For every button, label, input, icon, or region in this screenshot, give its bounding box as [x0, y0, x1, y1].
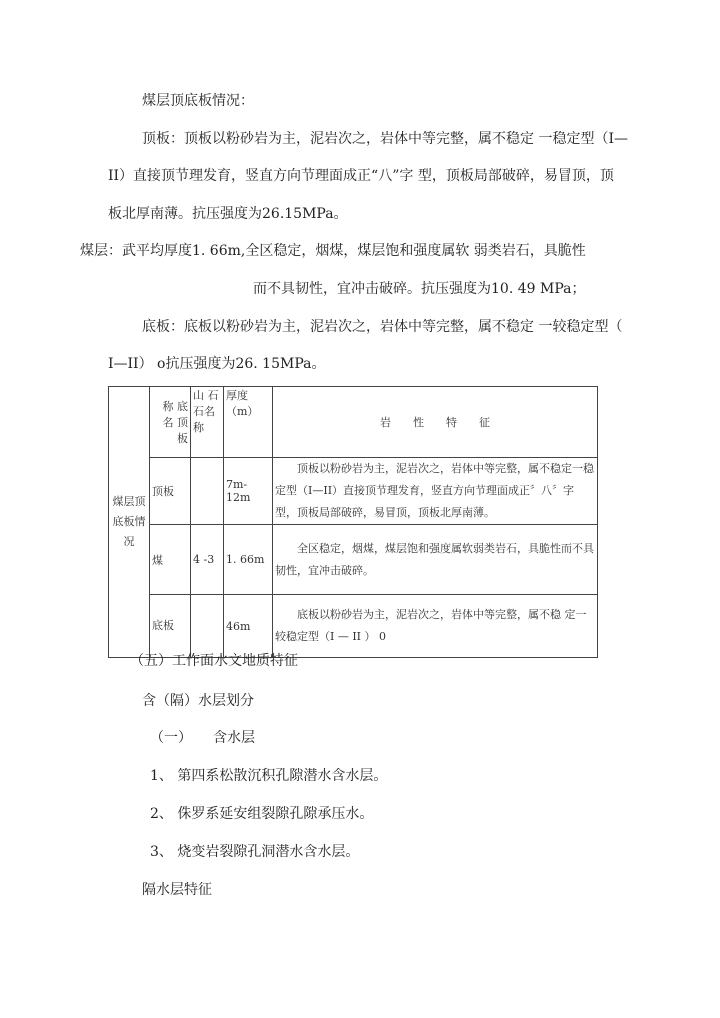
group-label: 煤层顶底板情况	[109, 387, 150, 658]
cell-thickness: 1. 66m	[224, 525, 273, 595]
section-text: 隔水层特征	[142, 882, 212, 898]
cell-rock: 4 -3	[191, 525, 224, 595]
header-thickness: 厚度（m）	[224, 387, 273, 458]
list-item: 2、 侏罗系延安组裂隙孔隙承压水。	[150, 806, 374, 822]
section-heading: （五）工作面水文地质特征	[130, 653, 298, 669]
cell-name: 底板	[150, 595, 191, 658]
cell-thickness: 46m	[224, 595, 273, 658]
list-item: 3、 烧变岩裂隙孔洞潜水含水层。	[150, 844, 360, 860]
paragraph: 煤层顶底板情况：	[142, 93, 254, 109]
roof-floor-table	[108, 386, 598, 658]
cell-rock	[191, 458, 224, 525]
cell-name: 煤	[150, 525, 191, 595]
table-row	[109, 595, 598, 658]
cell-feature: 底板以粉砂岩为主，泥岩次之，岩体中等完整，属不稳 定一较稳定型（I — II ） 0	[273, 595, 598, 658]
cell-thickness: 7m-12m	[224, 458, 273, 525]
list-item: 1、 第四系松散沉积孔隙潜水含水层。	[150, 768, 388, 784]
header-feature: 岩 性 特 征	[273, 387, 598, 458]
header-rock: 山 石石名称	[191, 387, 224, 458]
header-name: 称 底名 顶板	[150, 387, 191, 458]
paragraph: II）直接顶节理发育，竖直方向节理面成正“八”字 型，顶板局部破碎，易冒顶，顶	[108, 168, 614, 184]
section-text: （一） 含水层	[150, 730, 255, 746]
paragraph: I—II） o抗压强度为26. 15MPa。	[108, 356, 326, 372]
cell-feature: 全区稳定，烟煤，煤层饱和强度属软弱类岩石，具脆性而不具韧性，宜冲击破碎。	[273, 525, 598, 595]
table-row	[109, 525, 598, 595]
cell-feature: 顶板以粉砂岩为主，泥岩次之，岩体中等完整，属不稳定一稳定型（I—II）直接顶节理发育，竖直方向节理面成正〞八〞字型，顶板局部破碎，易冒顶，顶板北厚南薄。	[273, 458, 598, 525]
paragraph: 顶板：顶板以粉砂岩为主，泥岩次之，岩体中等完整，属不稳定 一稳定型（I—	[142, 131, 628, 147]
cell-rock	[191, 595, 224, 658]
section-text: 含（隔）水层划分	[142, 693, 254, 709]
paragraph: 而不具韧性，宜冲击破碎。抗压强度为10. 49 MPa；	[253, 281, 586, 297]
table-row	[109, 458, 598, 525]
paragraph: 底板：底板以粉砂岩为主，泥岩次之，岩体中等完整，属不稳定 一较稳定型（	[142, 319, 623, 335]
paragraph: 煤层：武平均厚度1. 66m,全区稳定，烟煤，煤层饱和强度属软 弱类岩石，具脆性	[80, 243, 586, 259]
paragraph: 板北厚南薄。抗压强度为26.15MPa。	[108, 206, 348, 222]
cell-name: 顶板	[150, 458, 191, 525]
